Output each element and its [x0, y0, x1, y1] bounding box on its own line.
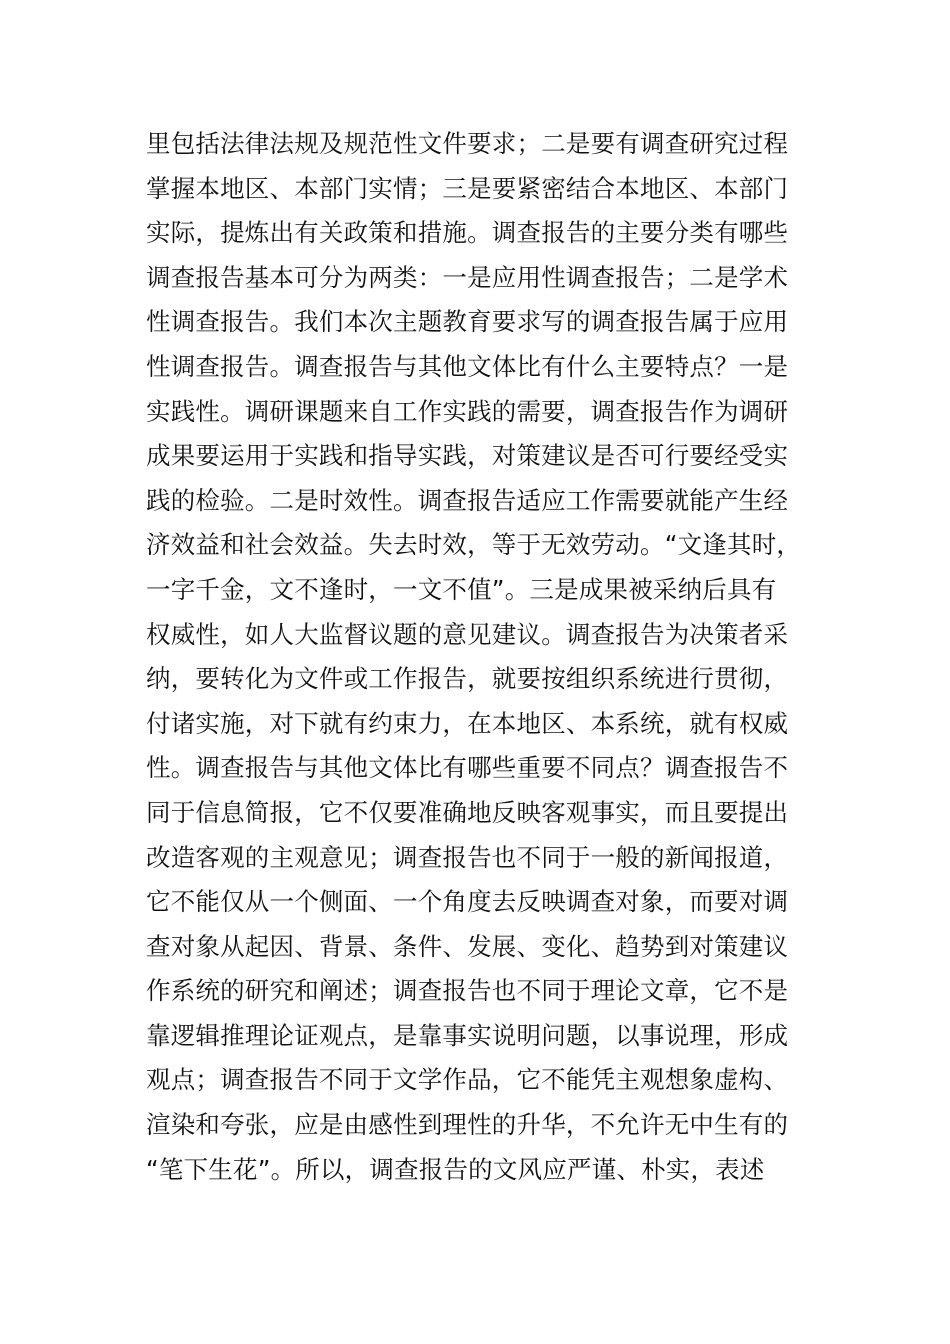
text-line: 一字千金，文不逢时，一文不值”。三是成果被采纳后具有	[146, 574, 777, 604]
text-line: 调查报告基本可分为两类：一是应用性调查报告；二是学术	[146, 262, 789, 292]
text-line: 里包括法律法规及规范性文件要求；二是要有调查研究过程	[146, 129, 789, 158]
text-line: 性调查报告。调查报告与其他文体比有什么主要特点？一是	[146, 351, 789, 381]
text-line: 实践性。调研课题来自工作实践的需要，调查报告作为调研	[146, 396, 789, 426]
text-line: 济效益和社会效益。失去时效，等于无效劳动。“文逢其时，	[146, 530, 802, 560]
text-line: 观点；调查报告不同于文学作品，它不能凭主观想象虚构、	[146, 1065, 789, 1095]
text-line: 性调查报告。我们本次主题教育要求写的调查报告属于应用	[146, 307, 789, 337]
text-line: 实际，提炼出有关政策和措施。调查报告的主要分类有哪些	[146, 218, 789, 248]
text-line: 权威性，如人大监督议题的意见建议。调查报告为决策者采	[146, 619, 789, 649]
text-line: 改造客观的主观意见；调查报告也不同于一般的新闻报道，	[146, 842, 789, 872]
text-line: 践的检验。二是时效性。调查报告适应工作需要就能产生经	[146, 485, 789, 515]
text-line: 成果要运用于实践和指导实践，对策建议是否可行要经受实	[146, 441, 789, 471]
text-line: 付诸实施，对下就有约束力，在本地区、本系统，就有权威	[146, 708, 789, 738]
text-line: 纳，要转化为文件或工作报告，就要按组织系统进行贯彻，	[146, 664, 789, 694]
text-line: 它不能仅从一个侧面、一个角度去反映调查对象，而要对调	[146, 887, 789, 917]
text-line: 掌握本地区、本部门实情；三是要紧密结合本地区、本部门	[146, 173, 789, 203]
text-line: 靠逻辑推理论证观点，是靠事实说明问题，以事说理，形成	[146, 1020, 789, 1050]
text-line: 作系统的研究和阐述；调查报告也不同于理论文章，它不是	[146, 976, 789, 1006]
text-line: 查对象从起因、背景、条件、发展、变化、趋势到对策建议	[146, 931, 789, 961]
text-line: “笔下生花”。所以，调查报告的文风应严谨、朴实，表述	[146, 1154, 765, 1184]
body-text	[146, 122, 826, 1192]
text-line: 性。调查报告与其他文体比有哪些重要不同点？调查报告不	[146, 753, 789, 783]
text-line: 同于信息简报，它不仅要准确地反映客观事实，而且要提出	[146, 797, 789, 827]
text-line: 渲染和夸张，应是由感性到理性的升华，不允许无中生有的	[146, 1110, 789, 1140]
